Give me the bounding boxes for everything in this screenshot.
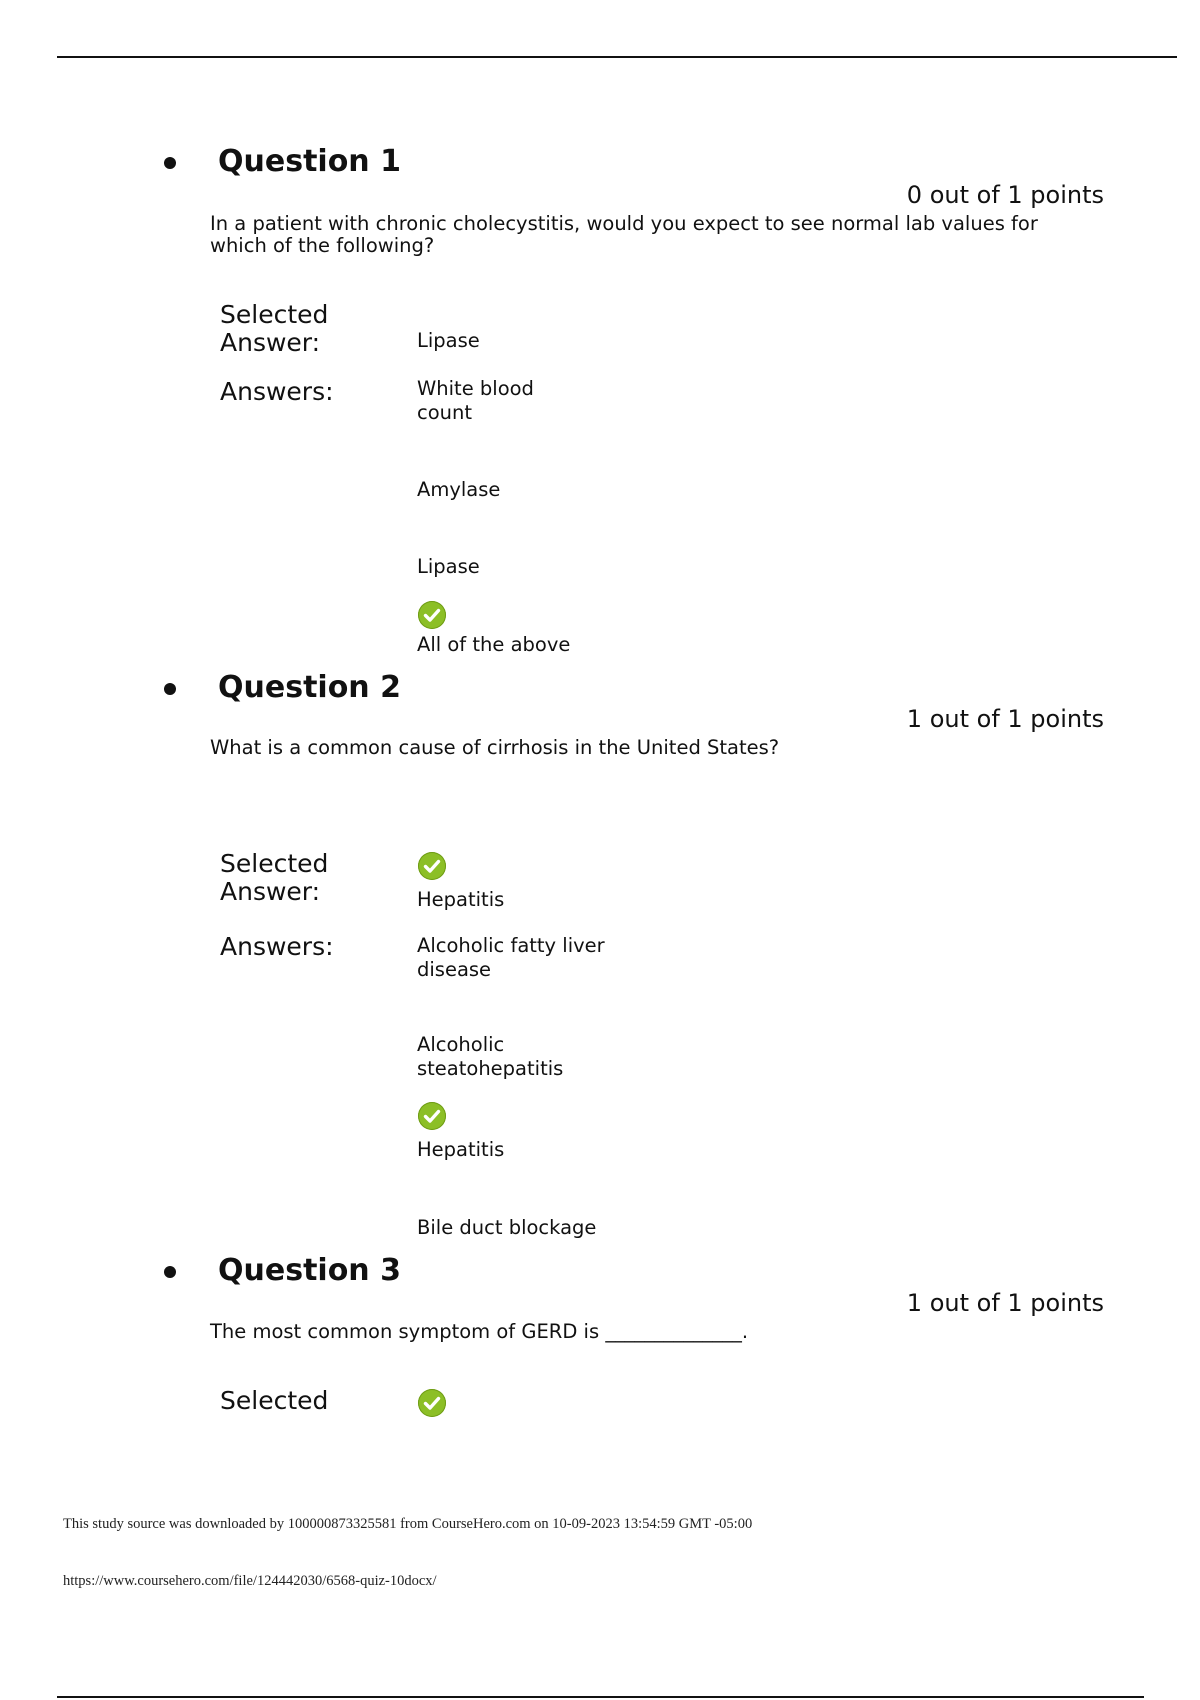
- question-2-points: 1 out of 1 points: [906, 705, 1104, 733]
- question-3-title: Question 3: [218, 1253, 401, 1288]
- question-2-title: Question 2: [218, 670, 401, 705]
- question-2-bullet: [164, 683, 176, 695]
- check-circle-icon: [418, 1102, 446, 1130]
- question-2-answer-3: Hepatitis: [417, 1138, 505, 1161]
- question-1-bullet: [164, 157, 176, 169]
- check-circle-icon: [418, 852, 446, 880]
- check-circle-icon: [418, 601, 446, 629]
- question-3-selected-label: Selected: [220, 1386, 329, 1415]
- question-2-answer-2: Alcoholic steatohepatitis: [417, 1033, 564, 1080]
- question-2-selected-answer: Hepatitis: [417, 888, 505, 911]
- question-2-selected-label: Selected Answer:: [220, 849, 329, 906]
- source-line: This study source was downloaded by 100000873325581 from CourseHero.com on 10-09-2023 13:54:59 GMT -05:00: [63, 1516, 753, 1532]
- question-1-answer-1: White blood count: [417, 377, 534, 424]
- question-1-title: Question 1: [218, 144, 401, 179]
- question-1-selected-answer: Lipase: [417, 329, 480, 352]
- question-2-answer-4: Bile duct blockage: [417, 1216, 597, 1239]
- question-1-answer-2: Amylase: [417, 478, 501, 501]
- question-1-text: In a patient with chronic cholecystitis, would you expect to see normal lab values for which of the following?: [210, 212, 1038, 257]
- check-circle-icon: [418, 1389, 446, 1417]
- source-url[interactable]: https://www.coursehero.com/file/124442030/6568-quiz-10docx/: [63, 1573, 437, 1589]
- question-1-selected-label: Selected Answer:: [220, 300, 329, 357]
- bottom-rule: [57, 1696, 1144, 1698]
- question-3-text: The most common symptom of GERD is ______________.: [210, 1320, 749, 1343]
- question-2-answers-label: Answers:: [220, 932, 334, 961]
- top-rule: [57, 56, 1177, 58]
- question-3-bullet: [164, 1266, 176, 1278]
- question-1-answers-label: Answers:: [220, 377, 334, 406]
- question-1-answer-3: Lipase: [417, 555, 480, 578]
- question-1-points: 0 out of 1 points: [906, 181, 1104, 209]
- question-3-points: 1 out of 1 points: [906, 1289, 1104, 1317]
- question-2-text: What is a common cause of cirrhosis in the United States?: [210, 736, 780, 759]
- question-2-answer-1: Alcoholic fatty liver disease: [417, 934, 605, 981]
- question-1-answer-4: All of the above: [417, 633, 571, 656]
